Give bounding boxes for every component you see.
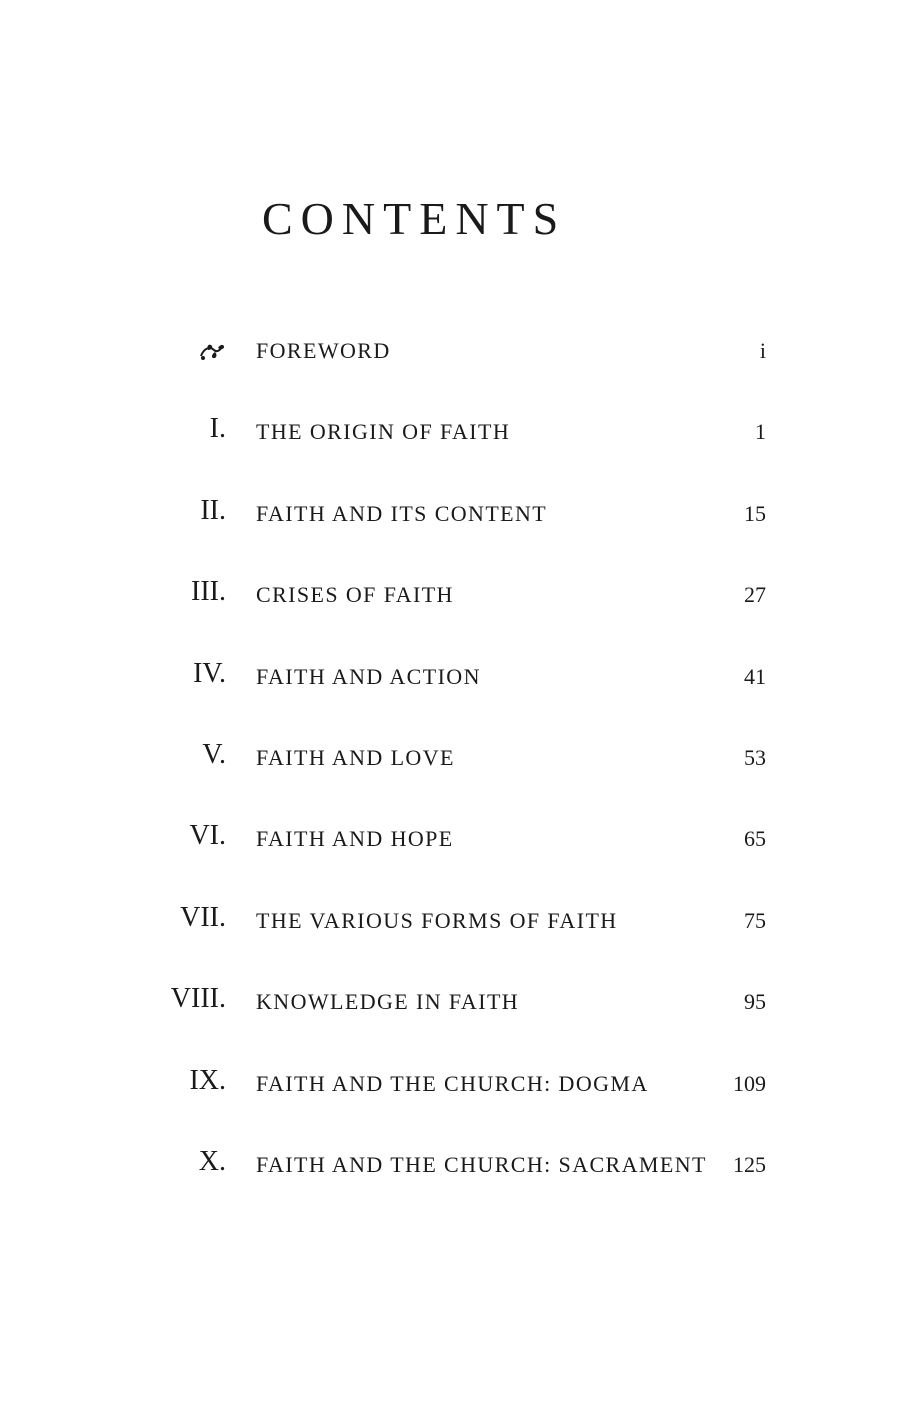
- toc-entry-title: FAITH AND THE CHURCH: SACRAMENT: [256, 1152, 707, 1177]
- toc-entry-title: FOREWORD: [256, 338, 391, 363]
- toc-entry-title: FAITH AND ACTION: [256, 664, 481, 689]
- toc-entry-page: 75: [744, 908, 766, 933]
- toc-entry-title: KNOWLEDGE IN FAITH: [256, 989, 520, 1014]
- toc-entry[interactable]: [0, 656, 916, 696]
- page-title: CONTENTS: [262, 193, 567, 244]
- toc-entry[interactable]: [0, 1063, 916, 1103]
- fleuron-icon: [198, 340, 226, 362]
- toc-entry-page: 65: [744, 826, 766, 851]
- toc-entry-title: CRISES OF FAITH: [256, 582, 454, 607]
- toc-entry[interactable]: [0, 818, 916, 858]
- toc-entry-number: IX.: [189, 1065, 226, 1096]
- toc-entry-title: FAITH AND HOPE: [256, 826, 454, 851]
- toc-entry-page: 27: [744, 582, 766, 607]
- toc-entry-page: 1: [755, 419, 766, 444]
- toc-entry[interactable]: [0, 981, 916, 1021]
- toc-entry-number: IV.: [193, 658, 226, 689]
- toc-entry-number: II.: [200, 495, 226, 526]
- toc-entry-number: VI.: [189, 820, 226, 851]
- toc-entry-foreword[interactable]: [0, 330, 916, 370]
- toc-entry-title: FAITH AND THE CHURCH: DOGMA: [256, 1071, 649, 1096]
- toc-entry[interactable]: [0, 574, 916, 614]
- toc-entry-number: X.: [198, 1146, 226, 1177]
- toc-entry-page: 125: [733, 1152, 766, 1177]
- toc-entry-page: 15: [744, 501, 766, 526]
- toc-entry-title: FAITH AND LOVE: [256, 745, 455, 770]
- toc-entry[interactable]: [0, 900, 916, 940]
- toc-entry-title: FAITH AND ITS CONTENT: [256, 501, 548, 526]
- toc-entry-page: 109: [733, 1071, 766, 1096]
- toc-entry-page: 95: [744, 989, 766, 1014]
- toc-entry[interactable]: [0, 737, 916, 777]
- toc-entry-page: i: [759, 338, 766, 363]
- toc-entry-page: 41: [744, 664, 766, 689]
- toc-entry[interactable]: [0, 1144, 916, 1184]
- toc-entry-number: VII.: [180, 902, 226, 933]
- toc-entry-title: THE ORIGIN OF FAITH: [256, 419, 511, 444]
- toc-entry-number: V.: [202, 739, 226, 770]
- toc-entry-number: I.: [209, 413, 226, 444]
- toc-entry-number: III.: [191, 576, 226, 607]
- toc-entry-number: VIII.: [170, 983, 226, 1014]
- toc-entry[interactable]: [0, 411, 916, 451]
- toc-entry-page: 53: [744, 745, 766, 770]
- toc-entry-title: THE VARIOUS FORMS OF FAITH: [256, 908, 618, 933]
- toc-entry[interactable]: [0, 493, 916, 533]
